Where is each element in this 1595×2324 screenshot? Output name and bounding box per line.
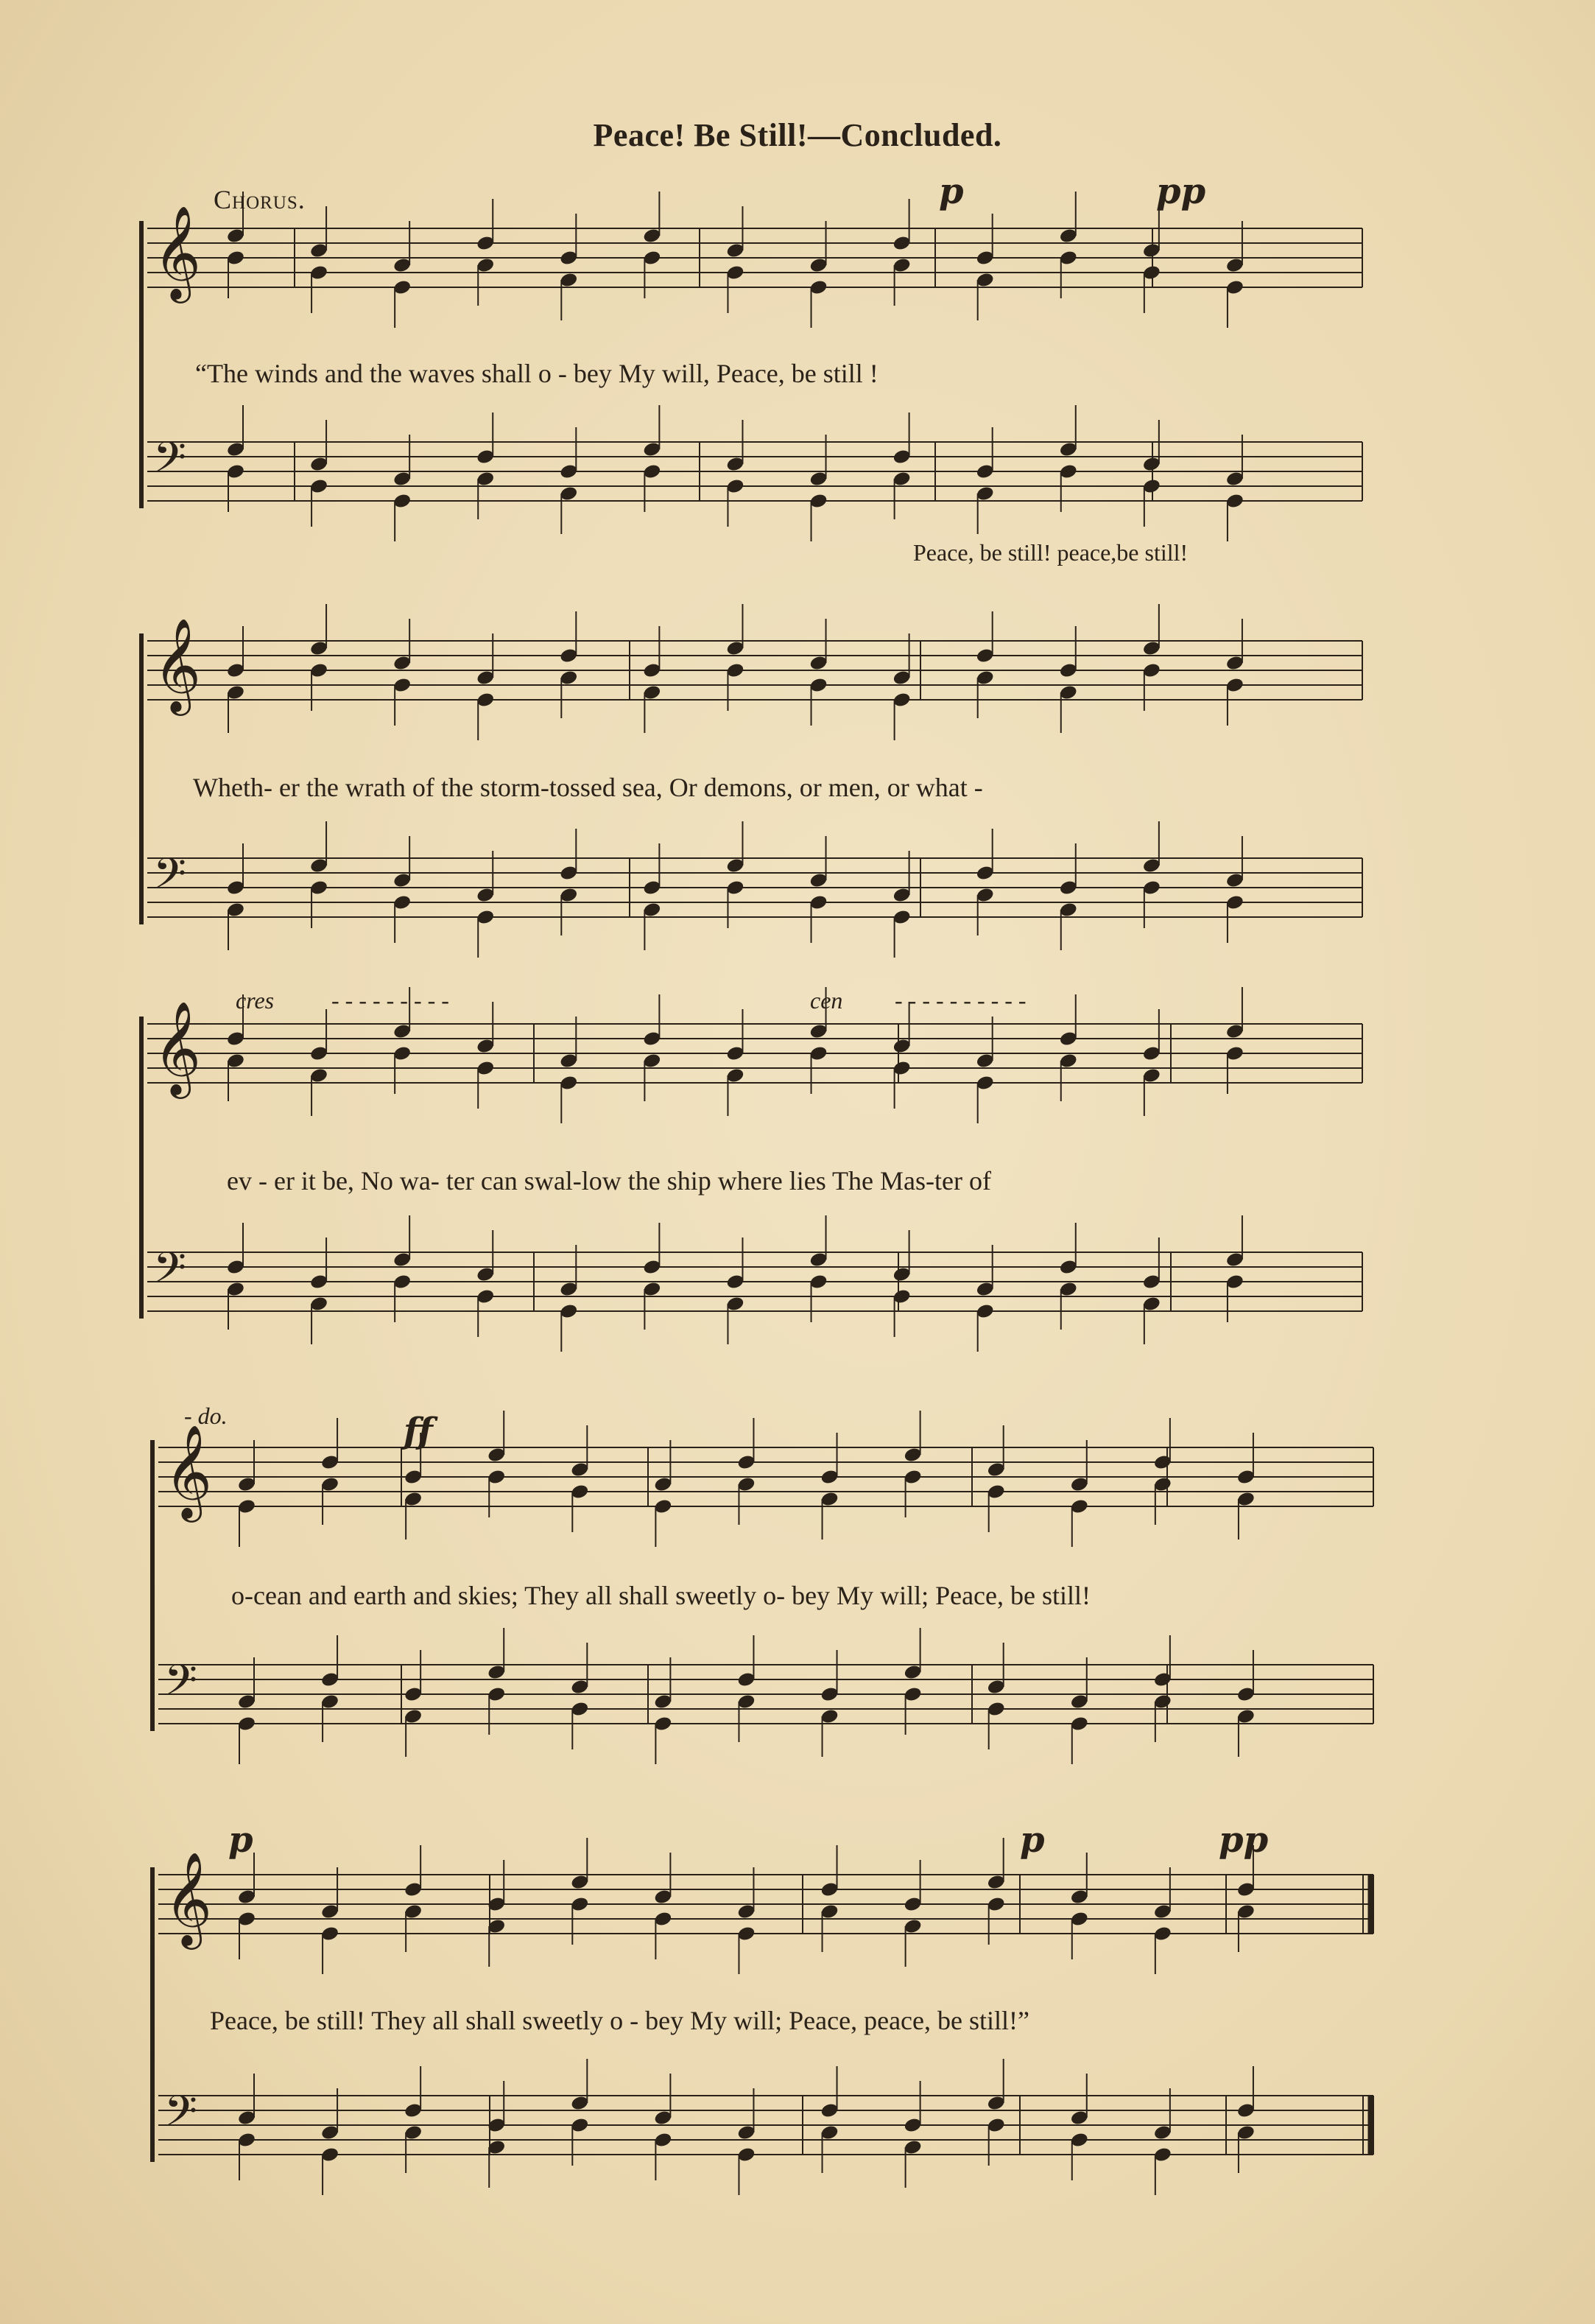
treble-clef: 𝄞 xyxy=(153,1000,202,1095)
treble-clef: 𝄞 xyxy=(153,205,202,299)
bass-clef: 𝄢 xyxy=(164,2086,198,2146)
cen-dashes: - - - - - - - - - - xyxy=(895,987,1027,1014)
dynamic-pianissimo-2: pp xyxy=(1219,1819,1269,1861)
dynamic-piano-3: p xyxy=(1020,1819,1045,1861)
lyric-line-2: Wheth- er the wrath of the storm-tossed sea, Or demons, or men, or what - xyxy=(193,773,983,802)
bass-clef: 𝄢 xyxy=(164,1655,198,1716)
page-title: Peace! Be Still!—Concluded. xyxy=(593,117,1002,153)
bass-clef: 𝄢 xyxy=(153,1243,187,1303)
treble-clef: 𝄞 xyxy=(164,1851,213,1945)
chorus-label: Chorus. xyxy=(214,185,306,214)
treble-clef: 𝄞 xyxy=(164,1424,213,1518)
cres-marking: cres xyxy=(236,987,275,1014)
treble-clef: 𝄞 xyxy=(153,617,202,712)
bass-clef: 𝄢 xyxy=(153,849,187,909)
dynamic-piano-1: p xyxy=(939,171,964,212)
lyric-line-1: “The winds and the waves shall o - bey My will, Peace, be still ! xyxy=(195,359,879,388)
do-marking: - do. xyxy=(184,1403,228,1429)
dynamic-pianissimo-1: pp xyxy=(1156,171,1206,212)
lyric-line-5: Peace, be still! They all shall sweetly o - bey My will; Peace, peace, be still!” xyxy=(210,2006,1029,2035)
cres-dashes: - - - - - - - - - xyxy=(331,987,449,1014)
cen-marking: cen xyxy=(810,987,843,1014)
lyric-bass-line-1: Peace, be still! peace,be still! xyxy=(913,539,1189,566)
dynamic-piano-2: p xyxy=(228,1819,253,1861)
lyric-line-4: o-cean and earth and skies; They all shall sweetly o- bey My will; Peace, be still! xyxy=(231,1581,1091,1610)
bass-clef: 𝄢 xyxy=(153,432,187,493)
lyric-line-3: ev - er it be, No wa- ter can swal-low the ship where lies The Mas-ter of xyxy=(227,1166,991,1196)
dynamic-fortissimo: ff xyxy=(404,1411,433,1452)
